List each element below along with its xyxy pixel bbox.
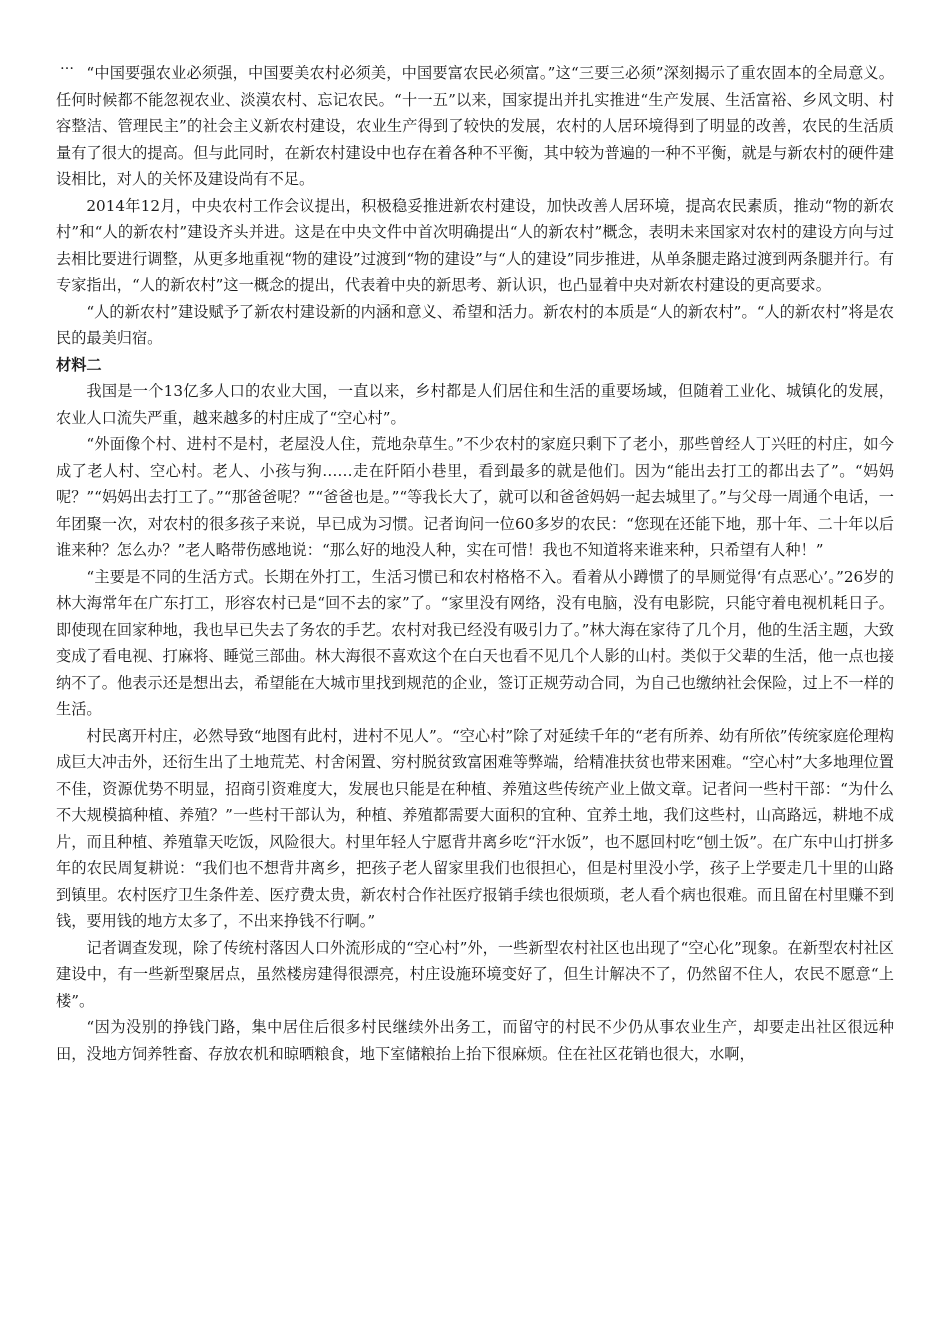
paragraph-villagers-leave: 村民离开村庄，必然导致“地图有此村，进村不见人”。“空心村”除了对延续千年的“老有所养、幼有所依”传统家庭伦理构成巨大冲击外，还衍生出了土地荒芜、村舍闲置、穷村脱贫致富困难等弊端，给精准扶贫也带来困难。“空心村”大多地理位置不佳，资源优势不明显，招商引资难度大，发展也只能是在种植、养殖这些传统产业上做文章。记者问一些村干部：“为什么不大规模搞种植、养殖？”一些村干部认为，种植、养殖都需要大面积的宜种、宜养土地，我们这些村，山高路远，耕地不成片，而且种植、养殖靠天吃饭，风险很大。村里年轻人宁愿背井离乡吃“汗水饭”，也不愿回村吃“刨土饭”。在广东中山打拼多年的农民周复耕说：“我们也不想背井离乡，把孩子老人留家里我们也很担心，但是村里没小学，孩子上学要走几十里的山路到镇里。农村医疗卫生条件差、医疗费太贵，新农村合作社医疗报销手续也很烦琐，老人看个病也很难。而且留在村里赚不到钱，要用钱的地方太多了，不出来挣钱不行啊。” [56, 726, 894, 930]
paragraph-hollow-village: 我国是一个13亿多人口的农业大国，一直以来，乡村都是人们居住和生活的重要场域，但随着工业化、城镇化的发展，农业人口流失严重，越来越多的村庄成了“空心村”。 [56, 382, 894, 427]
paragraph-conference: 2014年12月，中央农村工作会议提出，积极稳妥推进新农村建设，加快改善人居环境，提高农民素质，推动“物的新农村”和“人的新农村”建设齐头并进。这是在中央文件中首次明确提出“人的新农村”概念，表明未来国家对农村的建设方向与过去相比要进行调整，从更多地重视“物的建设”过渡到“物的建设”与“人的建设”同步推进，从单条腿走路过渡到两条腿并行。有专家指出，“人的新农村”这一概念的提出，代表着中央的新思考、新认识，也凸显着中央对新农村建设的更高要求。 [56, 196, 894, 294]
continuation-mark: … [60, 57, 75, 73]
paragraph-intro: “中国要强农业必须强，中国要美农村必须美，中国要富农民必须富。”这“三要三必须”深刻揭示了重农固本的全局意义。任何时候都不能忽视农业、淡漠农村、忘记农民。“十一五”以来，国家提出并扎实推进“生产发展、生活富裕、乡风文明、村容整洁、管理民主”的社会主义新农村建设，农业生产得到了较快的发展，农村的人居环境得到了明显的改善，农民的生活质量有了很大的提高。但与此同时，在新农村建设中也存在着各种不平衡，其中较为普遍的一种不平衡，就是与新农村的硬件建设相比，对人的关怀及建设尚有不足。 [56, 64, 894, 188]
section-heading-material-two: 材料二 [56, 355, 102, 374]
paragraph-no-income: “因为没别的挣钱门路，集中居住后很多村民继续外出务工，而留守的村民不少仍从事农业生产，却要走出社区很远种田，没地方饲养牲畜、存放农机和晾晒粮食，地下室储粮抬上抬下很麻烦。住在社区花销也很大，水啊， [56, 1018, 894, 1063]
document-page [56, 57, 894, 1067]
paragraph-elderly-children: “外面像个村、进村不是村，老屋没人住，荒地杂草生。”不少农村的家庭只剩下了老小，那些曾经人丁兴旺的村庄，如今成了老人村、空心村。老人、小孩与狗……走在阡陌小巷里，看到最多的就是他们。因为“能出去打工的都出去了”。“妈妈呢？”“妈妈出去打工了。”“那爸爸呢？”“爸爸也是。”“等我长大了，就可以和爸爸妈妈一起去城里了。”与父母一周通个电话，一年团聚一次，对农村的很多孩子来说，早已成为习惯。记者询问一位60多岁的农民：“您现在还能下地，那十年、二十年以后谁来种？怎么办？”老人略带伤感地说：“那么好的地没人种，实在可惜！我也不知道将来谁来种，只希望有人种！” [56, 435, 894, 559]
paragraph-essence: “人的新农村”建设赋予了新农村建设新的内涵和意义、希望和活力。新农村的本质是“人的新农村”。“人的新农村”将是农民的最美归宿。 [56, 302, 894, 347]
paragraph-new-communities: 记者调查发现，除了传统村落因人口外流形成的“空心村”外，一些新型农村社区也出现了“空心化”现象。在新型农村社区建设中，有一些新型聚居点，虽然楼房建得很漂亮，村庄设施环境变好了，但生计解决不了，仍然留不住人，农民不愿意“上楼”。 [56, 938, 894, 1010]
paragraph-lin-dahai: “主要是不同的生活方式。长期在外打工，生活习惯已和农村格格不入。看着从小蹲惯了的旱厕觉得‘有点恶心’。”26岁的林大海常年在广东打工，形容农村已是“回不去的家”了。“家里没有网络，没有电脑，没有电影院，只能守着电视机耗日子。即使现在回家种地，我也早已失去了务农的手艺。农村对我已经没有吸引力了。”林大海在家待了几个月，他的生活主题，大致变成了看电视、打麻将、睡觉三部曲。林大海很不喜欢这个在白天也看不见几个人影的山村。类似于父辈的生活，他一点也接纳不了。他表示还是想出去，希望能在大城市里找到规范的企业，签订正规劳动合同，为自己也缴纳社会保险，过上不一样的生活。 [56, 567, 894, 718]
